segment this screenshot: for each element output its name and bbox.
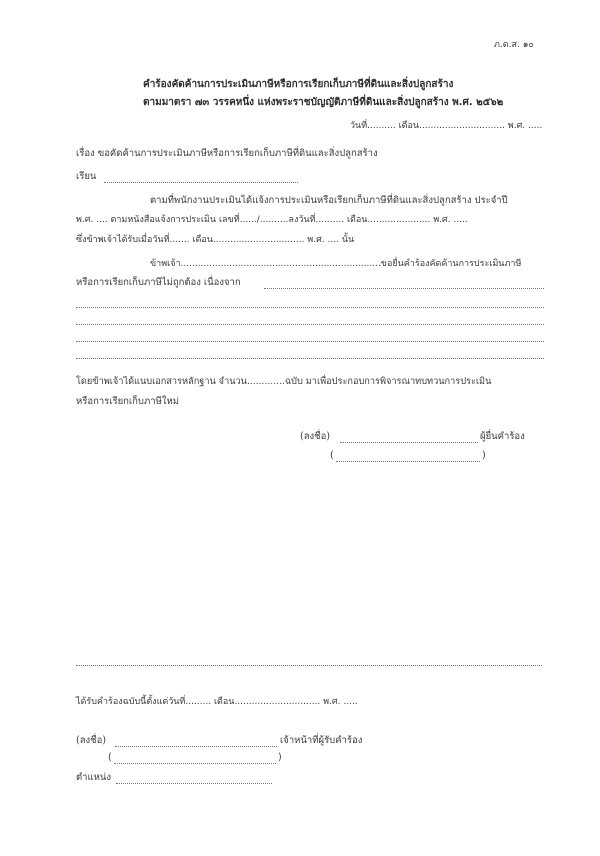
- reason-line-0[interactable]: [264, 288, 544, 289]
- name-open-paren: (: [330, 450, 334, 461]
- subject-line: เรื่อง ขอคัดค้านการประเมินภาษีหรือการเรียกเก็บภาษีที่ดินและสิ่งปลูกสร้าง: [76, 148, 378, 159]
- officer-role: เจ้าหน้าที่ผู้รับคำร้อง: [280, 735, 363, 746]
- officer-signature-field[interactable]: [115, 746, 277, 747]
- name-close-paren: ): [482, 450, 486, 461]
- para1-line-3: ซึ่งข้าพเจ้าได้รับเมื่อวันที่....... เดือน................................ พ.ศ. .... นั้น: [76, 235, 355, 245]
- separator-line: [76, 665, 542, 666]
- attachment-line-1: โดยข้าพเจ้าได้แนบเอกสารหลักฐาน จำนวน.............ฉบับ มาเพื่อประกอบการพิจารณาทบทวนการประเมิน: [76, 376, 492, 387]
- officer-name-field[interactable]: [114, 763, 276, 764]
- para1-line-2: พ.ศ. .... ตามหนังสือแจ้งการประเมิน เลขที่....../..........ลงวันที่.......... เดือน...................... พ.ศ. .....: [76, 215, 468, 225]
- reason-line-3[interactable]: [76, 341, 544, 342]
- received-line: ได้รับคำร้องฉบับนี้ตั้งแต่วันที่......... เดือน.............................. พ.ศ. .....: [76, 697, 358, 707]
- officer-name-open-paren: (: [108, 752, 112, 763]
- sign-label: (ลงชื่อ): [300, 431, 331, 442]
- title-line-2: ตามมาตรา ๗๓ วรรคหนึ่ง แห่งพระราชบัญญัติภาษีที่ดินและสิ่งปลูกสร้าง พ.ศ. ๒๕๖๒: [143, 97, 504, 108]
- position-field[interactable]: [116, 783, 272, 784]
- position-label: ตำแหน่ง: [76, 772, 112, 783]
- para1-line-1: ตามที่พนักงานประเมินได้แจ้งการประเมินหรือเรียกเก็บภาษีที่ดินและสิ่งปลูกสร้าง ประจำปี: [150, 195, 508, 206]
- to-label: เรียน: [76, 171, 97, 182]
- para2-line-2: หรือการเรียกเก็บภาษีไม่ถูกต้อง เนื่องจาก: [76, 277, 241, 288]
- para2-line-1: ข้าพเจ้า......................................................................ขอยื่นคำร้องคัดค้านการประเมินภาษี: [150, 259, 522, 269]
- officer-name-close-paren: ): [278, 752, 282, 763]
- officer-sign-label: (ลงชื่อ): [76, 735, 107, 746]
- reason-line-2[interactable]: [76, 324, 544, 325]
- sign-role: ผู้ยื่นคำร้อง: [480, 431, 525, 442]
- signature-field[interactable]: [340, 442, 478, 443]
- signer-name-field[interactable]: [336, 461, 480, 462]
- title-line-1: คำร้องคัดค้านการประเมินภาษีหรือการเรียกเก็บภาษีที่ดินและสิ่งปลูกสร้าง: [143, 79, 454, 90]
- reason-line-4[interactable]: [76, 358, 544, 359]
- attachment-line-2: หรือการเรียกเก็บภาษีใหม่: [76, 396, 179, 407]
- form-code: ภ.ด.ส. ๑๐: [494, 40, 534, 50]
- date-line: วันที่.......... เดือน.............................. พ.ศ. .....: [350, 121, 543, 131]
- reason-line-1[interactable]: [76, 307, 544, 308]
- to-field[interactable]: [104, 182, 298, 183]
